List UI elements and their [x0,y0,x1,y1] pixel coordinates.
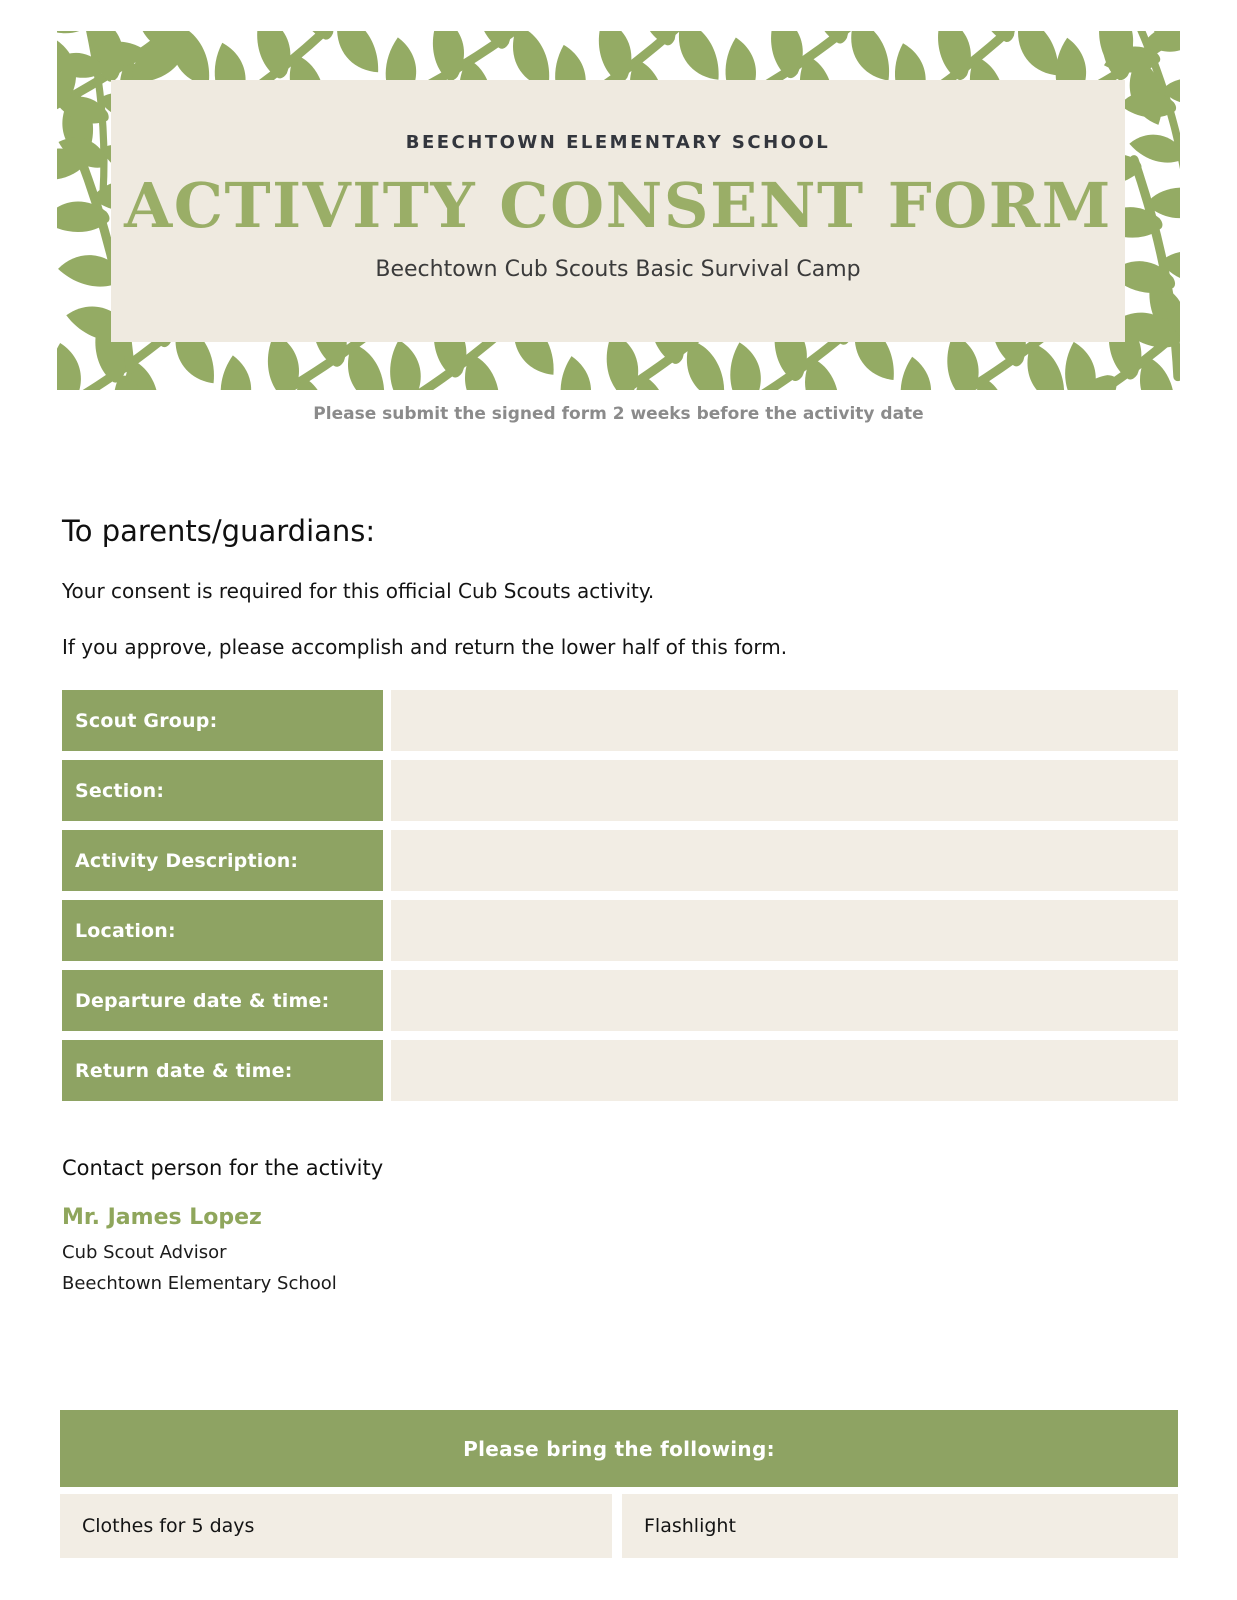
row-value-return[interactable] [391,1040,1178,1101]
row-label-location: Location: [62,900,383,961]
row-value-section[interactable] [391,760,1178,821]
row-value-departure[interactable] [391,970,1178,1031]
row-value-activity-description[interactable] [391,830,1178,891]
row-label-activity-description: Activity Description: [62,830,383,891]
activity-details-table [62,690,1178,1110]
intro-heading: To parents/guardians: [62,514,376,548]
table-row [62,970,1178,1031]
page-title: ACTIVITY CONSENT FORM [124,169,1112,242]
row-value-location[interactable] [391,900,1178,961]
table-row [62,1040,1178,1101]
contact-name: Mr. James Lopez [62,1205,262,1230]
title-box [111,80,1125,342]
contact-role: Cub Scout Advisor [62,1242,227,1263]
bring-item: Flashlight [622,1494,1178,1558]
row-label-departure: Departure date & time: [62,970,383,1031]
table-row [62,690,1178,751]
row-label-section: Section: [62,760,383,821]
table-row [62,900,1178,961]
intro-line-1: Your consent is required for this official Cub Scouts activity. [62,579,655,603]
row-label-return: Return date & time: [62,1040,383,1101]
intro-line-2: If you approve, please accomplish and return the lower half of this form. [62,635,788,659]
contact-organization: Beechtown Elementary School [62,1273,337,1294]
row-value-scout-group[interactable] [391,690,1178,751]
row-label-scout-group: Scout Group: [62,690,383,751]
table-row [62,760,1178,821]
school-name: BEECHTOWN ELEMENTARY SCHOOL [405,132,831,153]
submission-note: Please submit the signed form 2 weeks before the activity date [313,404,924,424]
bring-section-header: Please bring the following: [60,1410,1178,1487]
table-row [62,830,1178,891]
bring-items-row [60,1494,1178,1558]
contact-heading: Contact person for the activity [62,1156,384,1180]
activity-subtitle: Beechtown Cub Scouts Basic Survival Camp [375,257,861,282]
bring-item: Clothes for 5 days [60,1494,612,1558]
